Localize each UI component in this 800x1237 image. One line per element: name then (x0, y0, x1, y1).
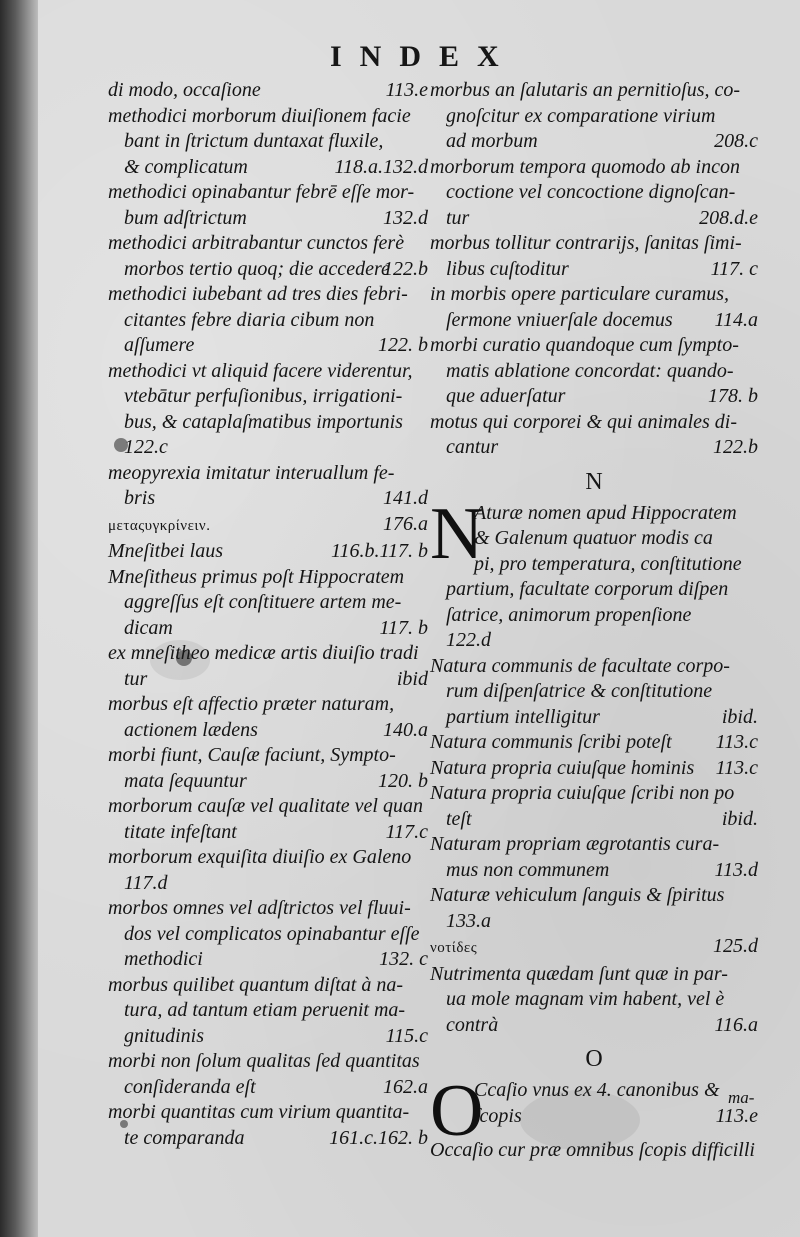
index-entry-line: 122. b aſſumere (108, 333, 428, 359)
index-entry-line: 122.c (124, 436, 168, 458)
index-page-ref: 161.c.162. b (329, 1126, 428, 1149)
section-n-lead-text (446, 501, 758, 654)
index-entry-line: rum diſpenſatrice & conſtitutione (446, 680, 713, 702)
index-entry-line: 132. c methodici (108, 947, 428, 973)
index-entry-line: 116.a contrà (430, 1013, 758, 1039)
index-entry (430, 410, 758, 461)
index-entry (430, 781, 758, 832)
index-entry-line: bant in ſtrictum duntaxat fluxile, (124, 130, 384, 152)
index-page-ref: 122.b (713, 436, 758, 458)
index-entry-line: morbus quilibet quantum diſtat à na- (108, 973, 403, 996)
index-entry-line: pi, pro temperatura, conſtitutione (474, 552, 742, 575)
section-letter-o: O (585, 1046, 603, 1072)
index-entry-line: dos vel complicatos opinabantur eſſe (124, 922, 420, 945)
index-entry (108, 512, 428, 540)
index-page-ref: 116.a (714, 1013, 758, 1036)
index-entry-line: bus, & cataplaſmatibus importunis (124, 410, 403, 433)
index-entry-line: coctione vel concoctione dignoſcan- (446, 181, 736, 203)
index-entry-line: Natura communis de facultate corpo- (430, 654, 730, 677)
index-page-ref: 117. c (710, 257, 758, 280)
index-entry-line: 208.c ad morbum (430, 129, 758, 155)
index-entry-line: methodici iubebant ad tres dies febri- (108, 283, 408, 305)
index-entry (430, 730, 758, 756)
index-entry-line: 117. c libus cuſtoditur (430, 257, 758, 283)
section-o-lead-text (474, 1078, 758, 1129)
section-n-lead-entry (430, 492, 758, 654)
index-entry-line: 162.a conſideranda eſt (108, 1075, 428, 1101)
index-entry (108, 845, 428, 896)
index-entry-line: ſatrice, animorum propenſione (446, 603, 692, 626)
index-entry-line: morbus tollitur contrarijs, ſanitas ſimi- (430, 232, 742, 254)
index-page-ref: 125.d (713, 935, 758, 957)
index-entry (430, 333, 758, 410)
index-entry-line: 176.a μεταςυγκρίνειν. (108, 512, 428, 540)
index-page-ref: 120. b (378, 769, 428, 792)
index-page-ref: 208.d.e (699, 206, 758, 229)
index-entry (430, 883, 758, 934)
index-entry-line: matis ablatione concordat: quando- (446, 359, 734, 382)
right-column-m-entries (430, 78, 758, 461)
index-entry-line: morborum tempora quomodo ab incon (430, 155, 740, 178)
index-entry (108, 743, 428, 794)
index-entry (430, 155, 758, 232)
index-entry-line: 115.c gnitudinis (108, 1024, 428, 1050)
index-entry (108, 282, 428, 359)
index-entry-line: meopyrexia imitatur interuallum fe- (108, 461, 395, 484)
index-entry-line: 140.a actionem lædens (108, 718, 428, 744)
index-entry-line: Naturam propriam ægrotantis cura- (430, 833, 720, 855)
index-entry-line: morbi curatio quandoque cum ſympto- (430, 334, 739, 356)
index-entry (108, 104, 428, 181)
index-entry (108, 180, 428, 231)
index-entry (108, 539, 428, 565)
index-entry (108, 1100, 428, 1151)
index-entry (430, 832, 758, 883)
index-entry-line: Mneſitheus primus poſt Hippocratem (108, 565, 405, 588)
dropcap-o: O (430, 1070, 484, 1152)
section-letter-n: N (585, 468, 603, 495)
index-page-ref: 114.a (714, 308, 758, 331)
index-page-ref: 140.a (383, 718, 428, 741)
index-entry (108, 896, 428, 973)
index-entry (108, 359, 428, 461)
index-page-ref: ibid. (721, 807, 758, 830)
index-entry-line: motus qui corporei & qui animales di- (430, 410, 738, 433)
index-page-ref: ibid (396, 667, 428, 690)
index-entry-line: tura, ad tantum etiam peruenit ma- (124, 999, 406, 1021)
index-entry (108, 692, 428, 743)
index-page-ref: 176.a (383, 512, 428, 535)
book-spine-shadow (0, 0, 38, 1237)
index-entry-line: 118.a.132.d & complicatum (108, 155, 428, 181)
index-entry-line: 141.d bris (108, 486, 428, 512)
index-entry-line: 133.a (446, 909, 491, 932)
index-entry-line: 125.d νοτίδες (430, 934, 758, 962)
index-entry (430, 756, 758, 782)
index-entry-line: 178. b que aduerſatur (430, 384, 758, 410)
index-page-ref: 113.e (385, 79, 428, 101)
index-entry-line: morbus an ſalutaris an pernitioſus, co- (430, 79, 741, 101)
index-page-ref: 162.a (383, 1075, 428, 1098)
index-entry-line: morbus eſt affectio præter naturam, (108, 693, 395, 715)
index-entry-line: & Galenum quatuor modis ca (474, 527, 713, 549)
index-entry-line: methodici vt aliquid facere viderentur, (108, 359, 413, 382)
index-entry (108, 78, 428, 104)
index-entry-line: 117.c titate infeſtant (108, 820, 428, 846)
index-entry (430, 78, 758, 155)
index-page-ref: 122. b (378, 334, 428, 356)
index-entry (430, 934, 758, 962)
index-page-ref: 122.b (383, 257, 428, 280)
index-entry (430, 282, 758, 333)
index-entry-line: 132.d bum adſtrictum (108, 206, 428, 232)
index-entry-line: aggreſſus eſt conſtituere artem me- (124, 591, 402, 613)
index-entry-line: citantes febre diaria cibum non (124, 308, 375, 331)
index-entry-line: 120. b mata ſequuntur (108, 769, 428, 795)
index-entry-line: morbos omnes vel adſtrictos vel fluui- (108, 897, 411, 919)
section-o-entries (430, 1138, 758, 1164)
index-entry (430, 654, 758, 731)
index-entry-line: in morbis opere particulare curamus, (430, 283, 730, 305)
index-entry-line: ibid tur (108, 667, 428, 693)
index-page-ref: 132. c (379, 948, 428, 970)
index-entry-line: morborum exquiſita diuiſio ex Galeno (108, 846, 412, 868)
index-entry-line: morbi non ſolum qualitas ſed quantitas (108, 1050, 420, 1072)
dropcap-n: N (430, 492, 484, 575)
index-entry-line: morborum cauſæ vel qualitate vel quan (108, 795, 423, 817)
index-entry-line: 113.c Natura communis ſcribi poteſt (430, 730, 758, 756)
index-entry (108, 794, 428, 845)
index-entry-line: methodici arbitrabantur cunctos ferè (108, 232, 405, 254)
index-page-ref: 118.a.132.d (334, 155, 428, 178)
index-entry-line: ua mole magnam vim habent, vel è (446, 988, 725, 1010)
index-entry (108, 1049, 428, 1100)
index-entry-line: gnoſcitur ex comparatione virium (446, 104, 716, 127)
index-entry (430, 1138, 758, 1164)
index-entry-line: Nutrimenta quædam ſunt quæ in par- (430, 962, 728, 985)
index-entry-line: 122.d (446, 629, 491, 651)
index-page-ref: ibid. (721, 705, 758, 728)
catchword: ma- (728, 1088, 755, 1107)
index-entry-line: ibid. partium intelligitur (430, 705, 758, 731)
index-page-ref: 117. b (379, 616, 428, 639)
index-page-ref: 141.d (383, 487, 428, 509)
index-entry-line: 113.e ſcopis (474, 1104, 758, 1130)
index-page-ref: 132.d (383, 206, 428, 229)
index-entry-line: methodici morborum diuiſionem facie (108, 104, 411, 127)
index-entry-line: Natura propria cuiuſque ſcribi non po (430, 782, 735, 804)
index-entry-line: 122.b morbos tertio quoq; die accedere (108, 257, 428, 283)
index-entry-line: 117.d (124, 871, 168, 894)
index-entry-line: 161.c.162. b te comparanda (108, 1126, 428, 1152)
index-page-ref: 178. b (708, 385, 758, 407)
index-entry-line: 117. b dicam (108, 616, 428, 642)
index-entry (430, 231, 758, 282)
right-index-column (430, 78, 758, 1164)
index-entry (108, 641, 428, 692)
index-entry (430, 962, 758, 1039)
index-page-ref: 113.d (714, 858, 758, 881)
index-entry-line: morbi quantitas cum virium quantita- (108, 1101, 410, 1123)
index-entry-line: 122.b cantur (430, 435, 758, 461)
index-page-ref: 115.c (385, 1024, 428, 1047)
index-entry (108, 565, 428, 642)
index-entry-line: Ccaſio vnus ex 4. canonibus & (474, 1079, 720, 1101)
index-entry-line: 113.e di modo, occaſione (108, 78, 428, 104)
left-index-column (108, 78, 428, 1151)
index-page-ref: 208.c (714, 130, 758, 152)
index-entry-line: methodici opinabantur febrē eſſe mor- (108, 181, 415, 203)
index-entry-line: partium, facultate corporum diſpen (446, 578, 729, 600)
index-page-ref: 116.b.117. b (330, 540, 428, 562)
index-entry (108, 461, 428, 512)
section-n-entries (430, 654, 758, 1039)
index-entry (108, 231, 428, 282)
index-entry (108, 973, 428, 1050)
index-entry-line: 114.a ſermone vniuerſale docemus (430, 308, 758, 334)
index-page-ref: 113.c (715, 731, 758, 753)
index-entry-line: Occaſio cur præ omnibus ſcopis difficilli (430, 1139, 755, 1161)
index-entry-line: 208.d.e tur (430, 206, 758, 232)
index-entry-line: ibid. teſt (430, 807, 758, 833)
index-page-ref: 117.c (385, 820, 428, 843)
index-entry-line: morbi fiunt, Cauſæ faciunt, Sympto- (108, 744, 396, 766)
index-entry-line: ex mneſitheo medicæ artis diuiſio tradi (108, 642, 419, 664)
index-entry-line: vtebātur perfuſionibus, irrigationi- (124, 385, 403, 407)
page-header: INDEX (330, 40, 517, 73)
index-entry-line: 116.b.117. b Mneſitbei laus (108, 539, 428, 565)
index-entry-line: 113.d mus non communem (430, 858, 758, 884)
index-page-ref: 113.e (715, 1104, 758, 1127)
index-entry-line: Naturæ vehiculum ſanguis & ſpiritus (430, 884, 725, 906)
index-page-ref: 113.c (715, 756, 758, 779)
index-entry-line: 113.c Natura propria cuiuſque hominis (430, 756, 758, 782)
index-entry-line: Aturæ nomen apud Hippocratem (474, 501, 737, 524)
